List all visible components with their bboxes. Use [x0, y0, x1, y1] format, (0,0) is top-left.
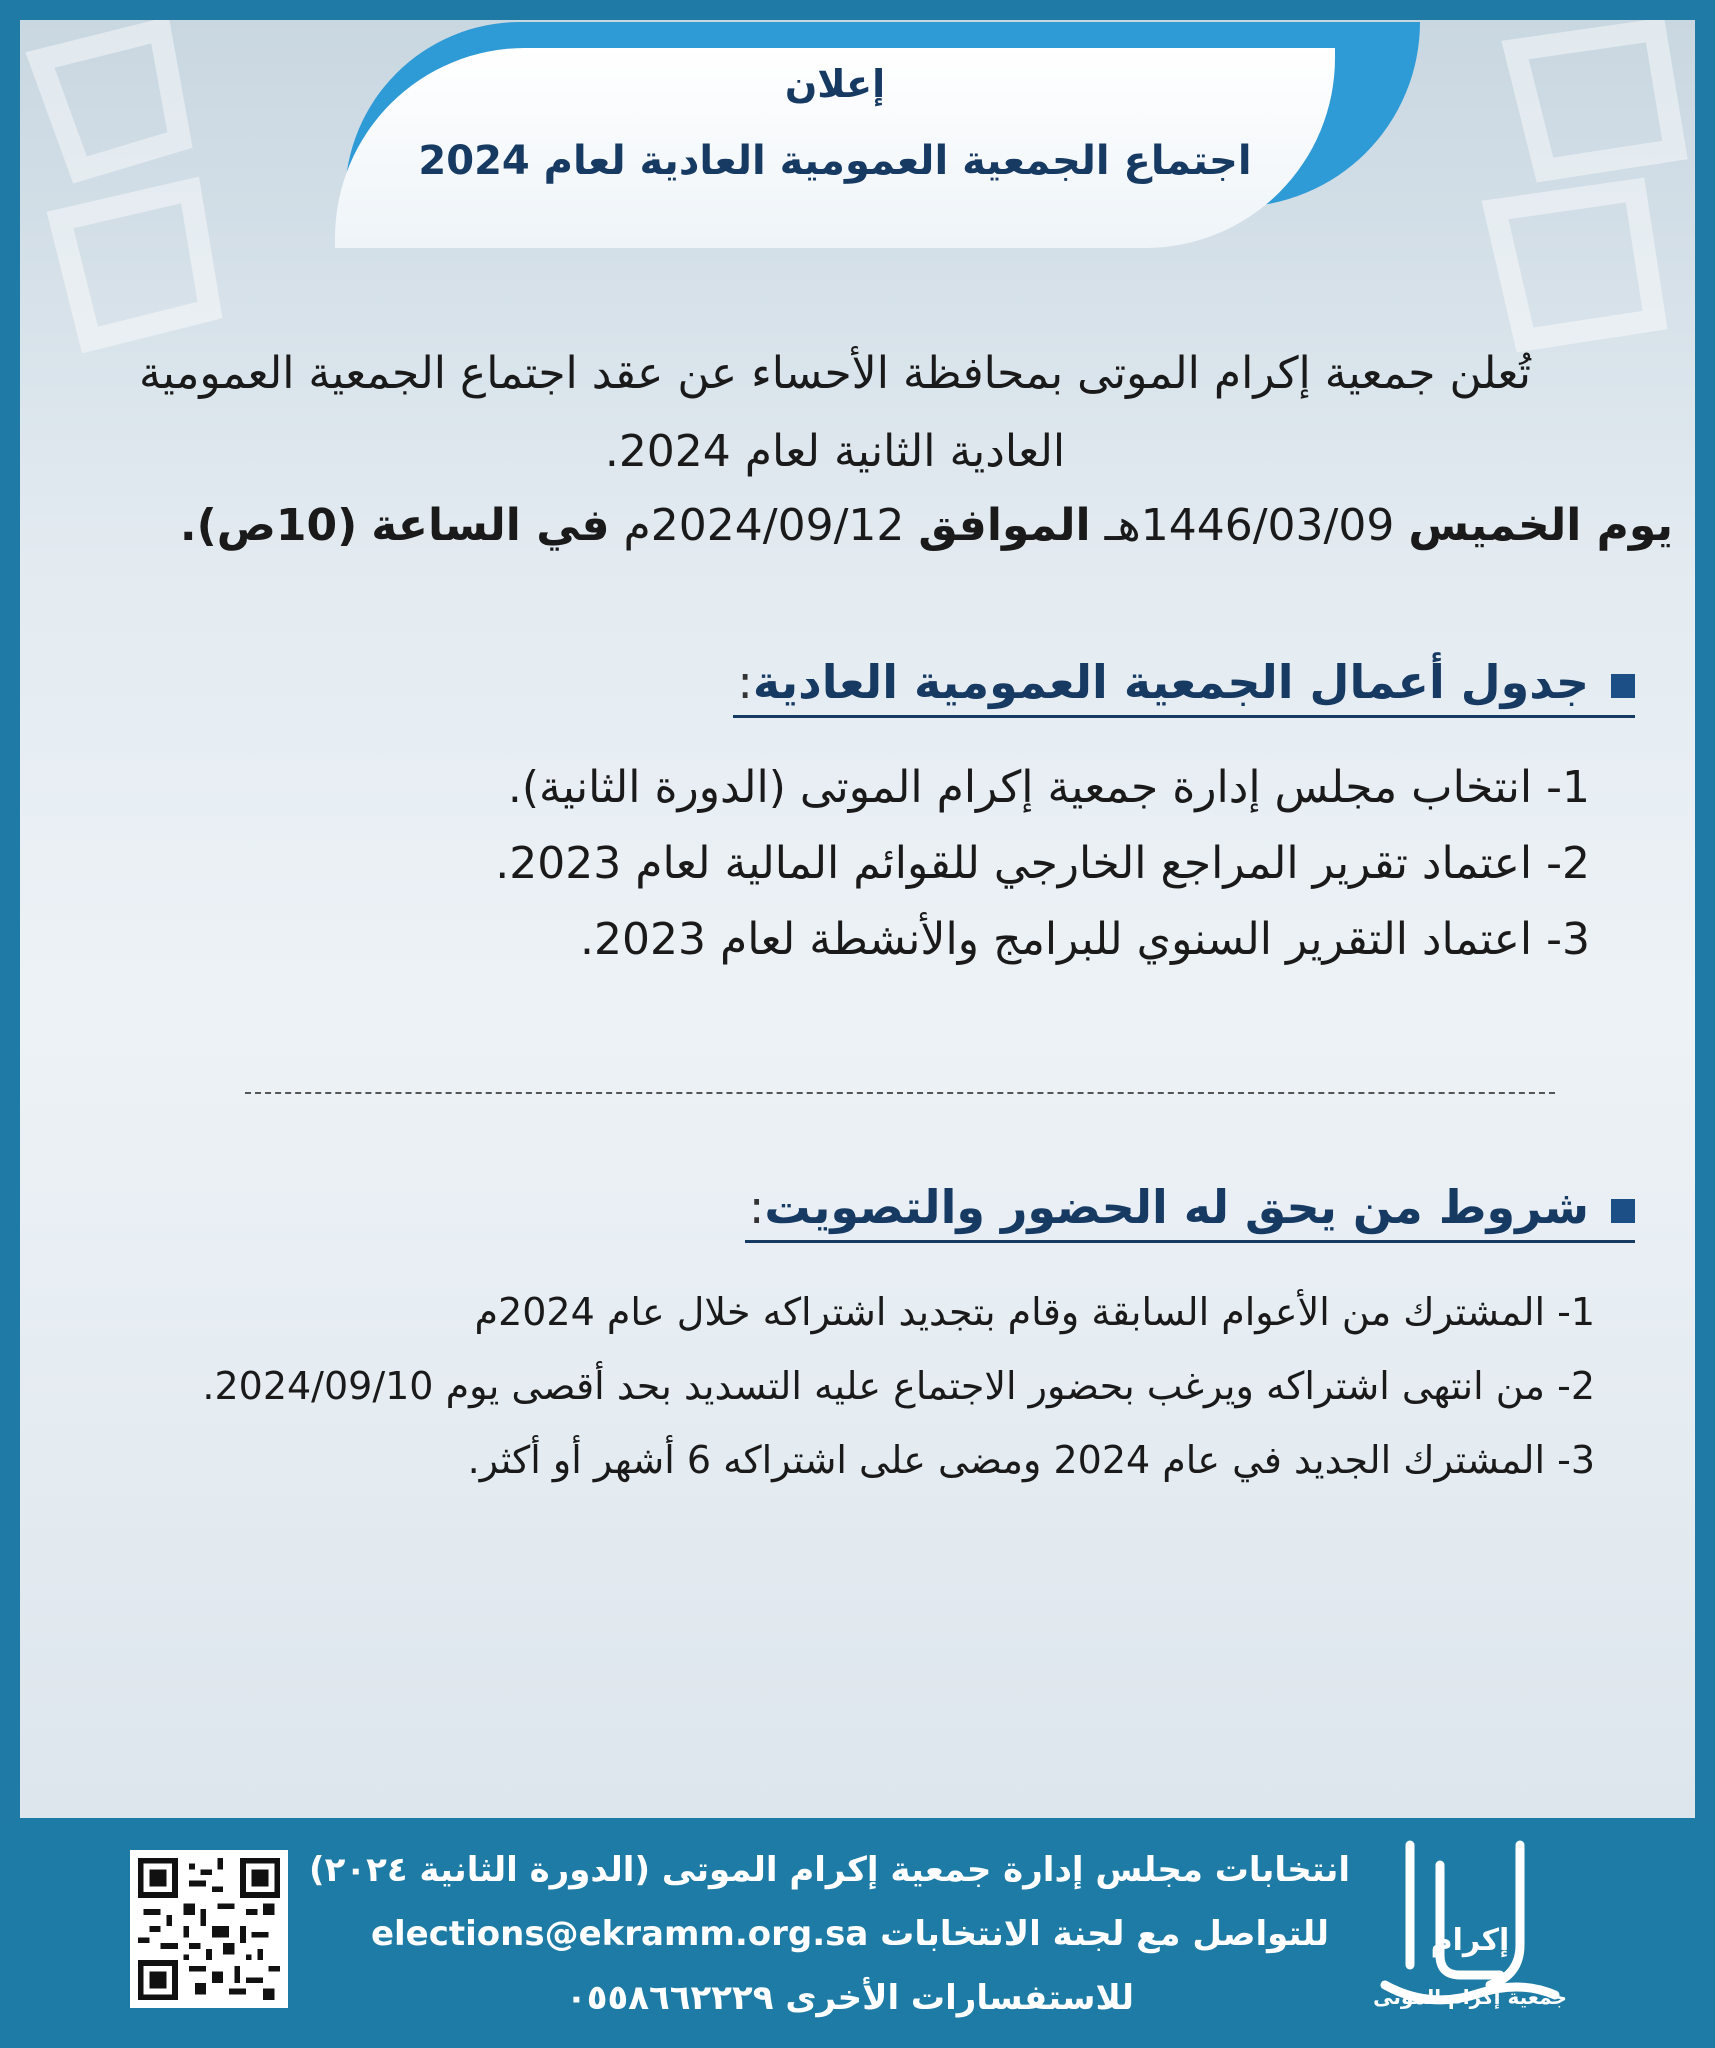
- dashed-divider: [245, 1092, 1555, 1094]
- conditions-heading-text: شروط من يحق له الحضور والتصويت: [764, 1180, 1589, 1234]
- watermark-pattern-left: [20, 20, 320, 360]
- time-value: (10ص).: [179, 500, 358, 551]
- square-bullet-icon: [1611, 674, 1635, 698]
- footer-elections-line: انتخابات مجلس إدارة جمعية إكرام الموتى (الدورة الثانية ٢٠٢٤): [309, 1850, 1350, 1890]
- footer-phone-line: [350, 1966, 1350, 2030]
- logo-caption: جمعية إكرام الموتى: [1373, 1985, 1567, 2009]
- square-bullet-icon: [1611, 1199, 1635, 1223]
- footer-email-label: للتواصل مع لجنة الانتخابات: [880, 1914, 1330, 1954]
- footer-contact-block: [309, 1838, 1350, 2030]
- watermark-pattern-right: [1395, 20, 1695, 360]
- footer-phone-number[interactable]: ٠٥٥٨٦٦٢٢٢٩: [565, 1978, 774, 2018]
- footer-email-link[interactable]: elections@ekramm.org.sa: [370, 1914, 869, 1954]
- qr-code-icon[interactable]: [130, 1850, 288, 2008]
- condition-item: 2- من انتهى اشتراكه ويرغب بحضور الاجتماع عليه التسديد بحد أقصى يوم 2024/09/10.: [202, 1364, 1595, 1408]
- corresponding-label: الموافق: [918, 500, 1091, 551]
- agenda-heading-text: جدول أعمال الجمعية العمومية العادية: [752, 655, 1589, 709]
- condition-item: 3- المشترك الجديد في عام 2024 ومضى على اشتراكه 6 أشهر أو أكثر.: [467, 1438, 1595, 1482]
- conditions-list: [165, 1275, 1595, 1497]
- gregorian-date: 2024/09/12م: [623, 500, 905, 551]
- announcement-subtitle: اجتماع الجمعية العمومية العادية لعام 2024: [418, 138, 1252, 184]
- footer-email-line: [350, 1902, 1350, 1966]
- logo-mark-text: إكرام: [1430, 1923, 1510, 1958]
- hijri-date: 1446/03/09هـ: [1104, 500, 1395, 551]
- agenda-item: 1- انتخاب مجلس إدارة جمعية إكرام الموتى (الدورة الثانية).: [507, 762, 1590, 813]
- announcement-title: إعلان: [784, 62, 886, 106]
- agenda-heading: [733, 655, 1635, 718]
- conditions-heading: [745, 1180, 1635, 1243]
- conditions-heading-colon: :: [748, 1180, 765, 1234]
- time-label: في الساعة: [371, 500, 610, 551]
- meeting-date-line: [113, 500, 1673, 551]
- day-label: يوم الخميس: [1408, 500, 1673, 551]
- agenda-item: 2- اعتماد تقرير المراجع الخارجي للقوائم المالية لعام 2023.: [495, 838, 1590, 889]
- agenda-heading-colon: :: [737, 655, 753, 709]
- footer-phone-label: للاستفسارات الأخرى: [785, 1978, 1135, 2018]
- agenda-item: 3- اعتماد التقرير السنوي للبرامج والأنشطة لعام 2023.: [579, 914, 1590, 965]
- agenda-list: [290, 750, 1590, 978]
- condition-item: 1- المشترك من الأعوام السابقة وقام بتجديد اشتراكه خلال عام 2024م: [474, 1290, 1595, 1334]
- intro-paragraph: تُعلن جمعية إكرام الموتى بمحافظة الأحساء عن عقد اجتماع الجمعية العمومية العادية الثانية لعام 2024.: [138, 348, 1531, 477]
